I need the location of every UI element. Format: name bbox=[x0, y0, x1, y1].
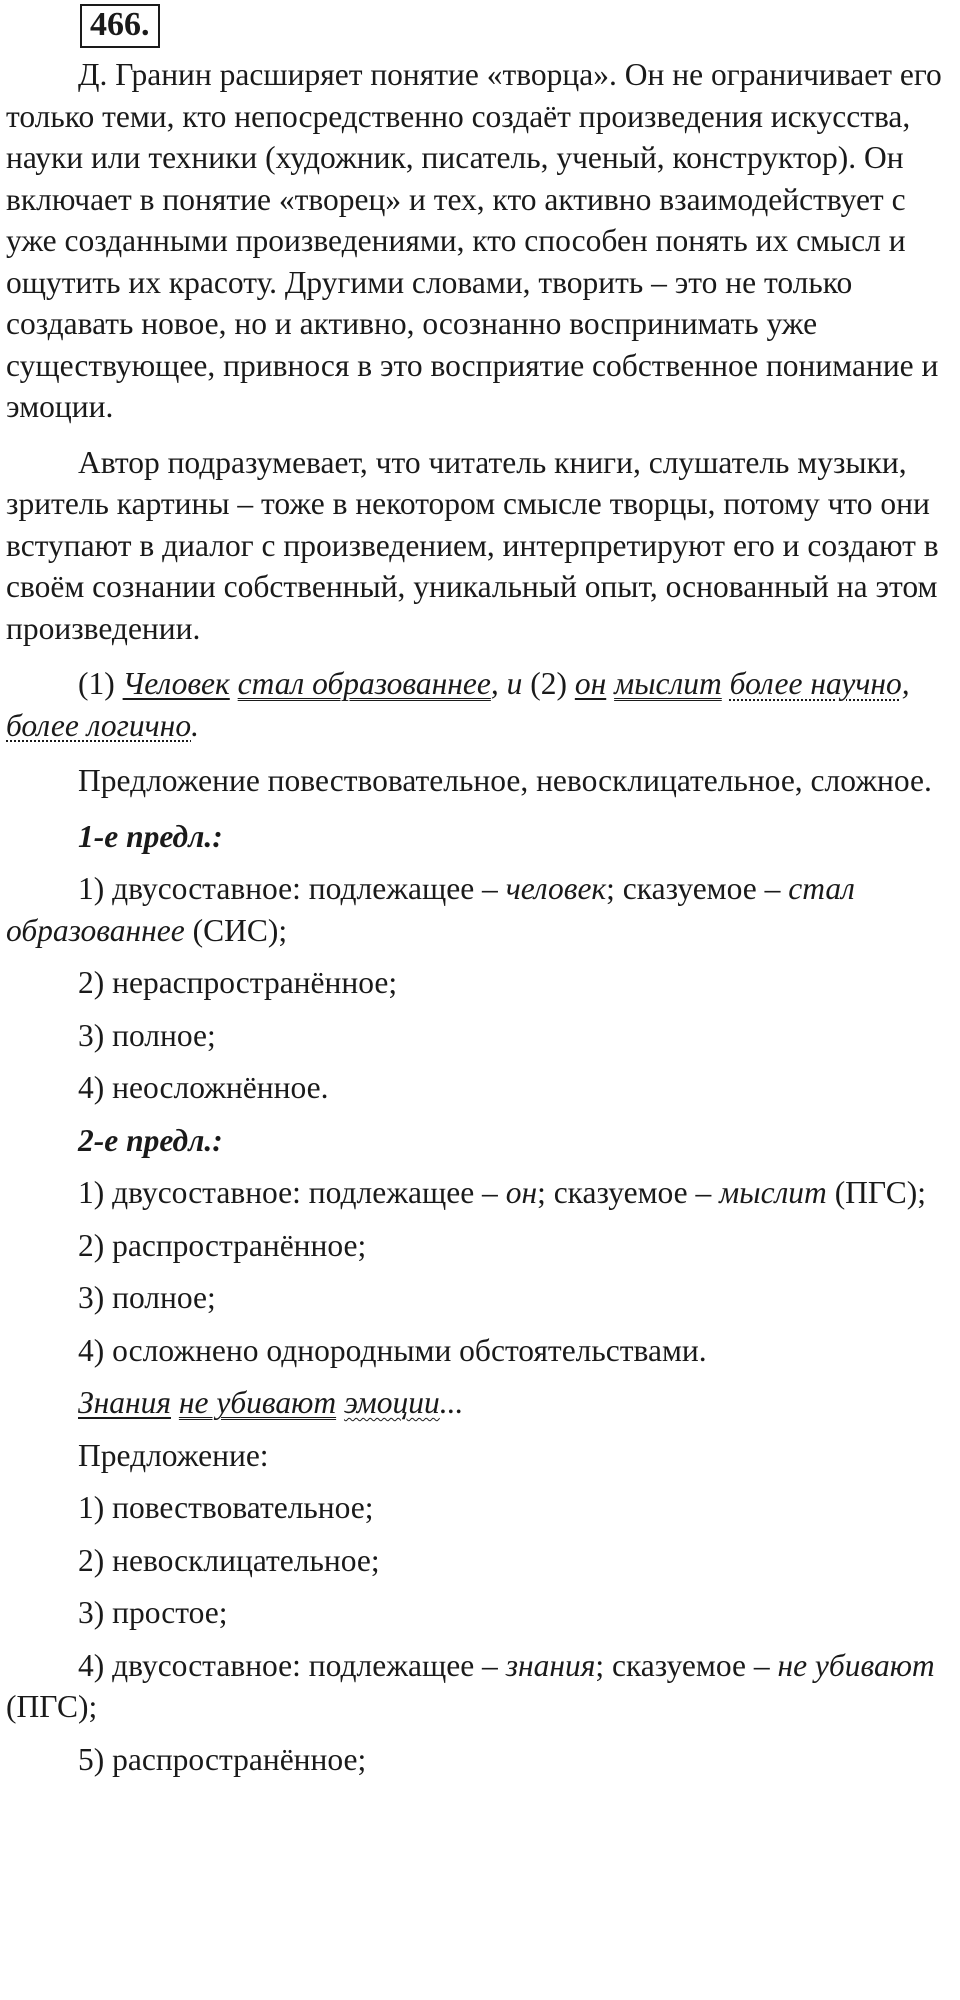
object: эмоции bbox=[343, 1385, 440, 1420]
adverbial: более логично bbox=[6, 707, 192, 743]
analysis-line-4: 4) двусоставное: подлежащее – знания; сказуемое – не убивают (ПГС); bbox=[6, 1647, 935, 1724]
summary: Предложение повествовательное, невосклицательное, сложное. bbox=[78, 763, 932, 798]
example-sentence-2 bbox=[6, 1382, 950, 1424]
paragraph-1: Д. Гранин расширяет понятие «творца». Он не ограничивает его только теми, кто непосредственно создаёт произведения искусства, науки или техники (художник, писатель, ученый, конструктор). Он включает в понятие «творец» и тех, кто активно взаимодействует с уже созданными произведениями, кто способен понять их смысл и ощутить их красоту. Другими словами, творить – это не только создавать новое, но и активно, осознанно воспринимать уже существующее, привнося в это восприятие собственное понимание и эмоции. bbox=[6, 57, 942, 424]
predicate: мыслит bbox=[719, 1175, 827, 1210]
first-clause-heading: 1-е предл.: bbox=[78, 818, 223, 854]
paragraph-2: Автор подразумевает, что читатель книги, слушатель музыки, зритель картины – тоже в некотором смысле творцы, потому что они вступают в диалог с произведением, интерпретируют его и создают в своём сознании собственный, уникальный опыт, основанный на этом произведении. bbox=[6, 444, 939, 646]
exercise-number: 466. bbox=[80, 4, 160, 48]
analysis-line-2: 2) невосклицательное; bbox=[78, 1542, 380, 1578]
first-clause-line-1: 1) двусоставное: подлежащее – человек; сказуемое – стал образованнее (СИС); bbox=[6, 871, 855, 948]
ellipsis: ... bbox=[439, 1385, 464, 1420]
subject: человек bbox=[505, 871, 607, 906]
predicate: стал образованнее bbox=[6, 871, 855, 948]
subject: знания bbox=[505, 1647, 596, 1683]
analysis-heading: Предложение: bbox=[78, 1437, 269, 1473]
clause-number: (1) bbox=[78, 666, 123, 701]
first-clause-line-4: 4) неосложнённое. bbox=[78, 1070, 329, 1105]
second-clause-line-3: 3) полное; bbox=[78, 1280, 216, 1315]
period: . bbox=[191, 707, 199, 743]
analysis-line-1: 1) повествовательное; bbox=[78, 1490, 374, 1525]
clause-number: (2) bbox=[530, 666, 575, 701]
subject: Человек bbox=[122, 666, 230, 701]
second-clause-heading: 2-е предл.: bbox=[78, 1122, 223, 1158]
analysis-line-5: 5) распространённое; bbox=[78, 1741, 367, 1777]
second-clause-line-2: 2) распространённое; bbox=[78, 1227, 367, 1263]
subject: он bbox=[574, 666, 607, 701]
predicate: не убивают bbox=[178, 1385, 337, 1420]
predicate: не убивают bbox=[777, 1647, 935, 1683]
subject: Знания bbox=[78, 1385, 171, 1420]
second-clause-line-1: 1) двусоставное: подлежащее – он; сказуемое – мыслит (ПГС); bbox=[78, 1175, 926, 1210]
predicate: стал образованнее bbox=[237, 666, 491, 701]
predicate: мыслит bbox=[614, 666, 722, 701]
second-clause-line-4: 4) осложнено однородными обстоятельствами. bbox=[78, 1332, 707, 1368]
analysis-line-3: 3) простое; bbox=[78, 1595, 228, 1630]
example-sentence-1 bbox=[6, 663, 950, 746]
answer-text bbox=[6, 54, 950, 1791]
first-clause-line-2: 2) нераспространённое; bbox=[78, 965, 398, 1000]
subject: он bbox=[505, 1175, 538, 1210]
first-clause-line-3: 3) полное; bbox=[78, 1017, 216, 1053]
conjunction: , и bbox=[490, 666, 531, 701]
adverbial: более научно bbox=[729, 666, 902, 701]
comma: , bbox=[901, 666, 910, 701]
